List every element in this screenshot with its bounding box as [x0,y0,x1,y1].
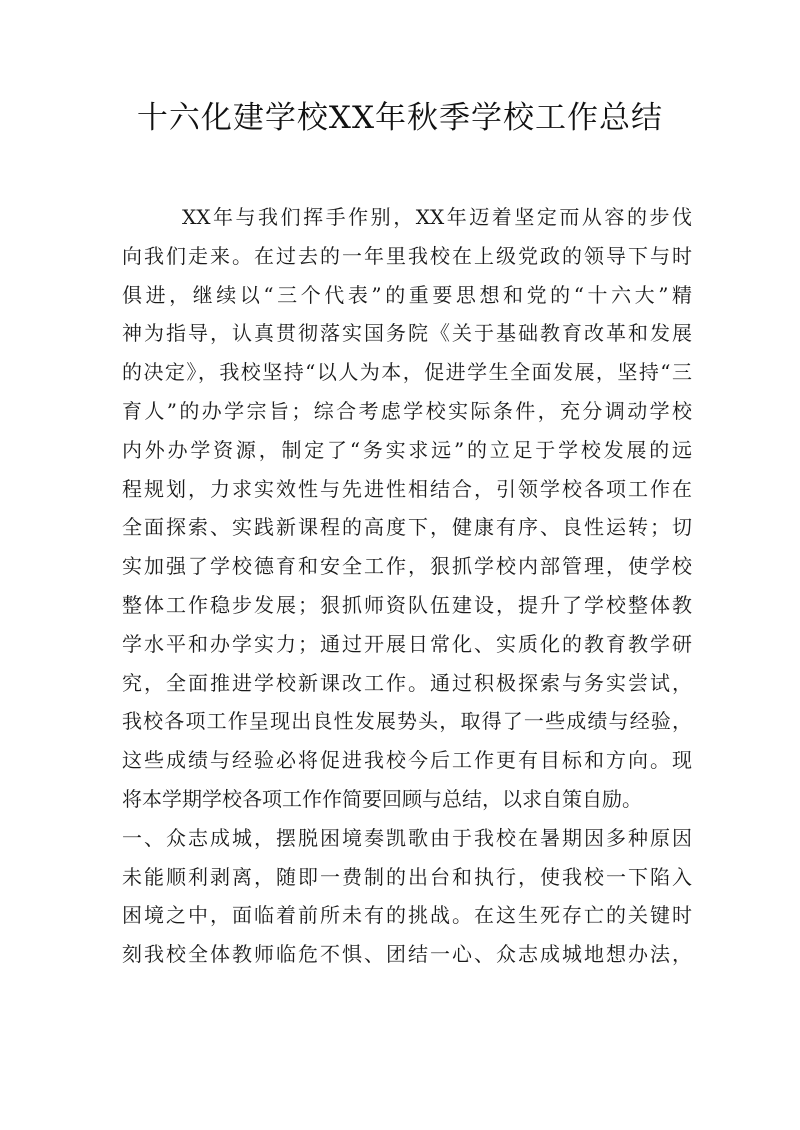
body-line: 全面探索、实践新课程的高度下，健康有序、良性运转；切 [122,515,692,540]
body-line: XX年与我们挥手作别，XX年迈着坚定而从容的步伐 [182,205,692,229]
body-line: 实加强了学校德育和安全工作，狠抓学校内部管理，使学校 [122,554,692,579]
document-title: 十六化建学校XX年秋季学校工作总结 [136,100,664,136]
body-line: 俱进，继续以“三个代表”的重要思想和党的“十六大”精 [122,282,692,307]
body-line: 学水平和办学实力；通过开展日常化、实质化的教育教学研 [122,631,692,656]
body-line: 的决定》，我校坚持“以人为本，促进学生全面发展，坚持“三 [122,360,692,385]
body-line: 刻我校全体教师临危不惧、团结一心、众志成城地想办法， [122,942,692,967]
body-line: 内外办学资源，制定了“务实求远”的立足于学校发展的远 [122,437,692,462]
body-line: 我校各项工作呈现出良性发展势头，取得了一些成绩与经验， [122,709,692,734]
body-line: 向我们走来。在过去的一年里我校在上级党政的领导下与时 [122,243,692,268]
body-line: 困境之中，面临着前所未有的挑战。在这生死存亡的关键时 [122,903,692,928]
body-line: 育人”的办学宗旨；综合考虑学校实际条件，充分调动学校 [122,398,692,423]
body-line: 神为指导，认真贯彻落实国务院《关于基础教育改革和发展 [122,321,692,346]
body-line: 究，全面推进学校新课改工作。通过积极探索与务实尝试， [122,670,692,695]
body-line: 一、众志成城，摆脱困境奏凯歌由于我校在暑期因多种原因 [122,825,692,850]
body-line: 未能顺利剥离，随即一费制的出台和执行，使我校一下陷入 [122,864,692,889]
body-line: 整体工作稳步发展；狠抓师资队伍建设，提升了学校整体教 [122,592,692,617]
body-line: 这些成绩与经验必将促进我校今后工作更有目标和方向。现 [122,748,692,773]
body-line: 将本学期学校各项工作作简要回顾与总结，以求自策自励。 [122,786,642,811]
body-line: 程规划，力求实效性与先进性相结合，引领学校各项工作在 [122,476,692,501]
document-body [122,198,692,974]
